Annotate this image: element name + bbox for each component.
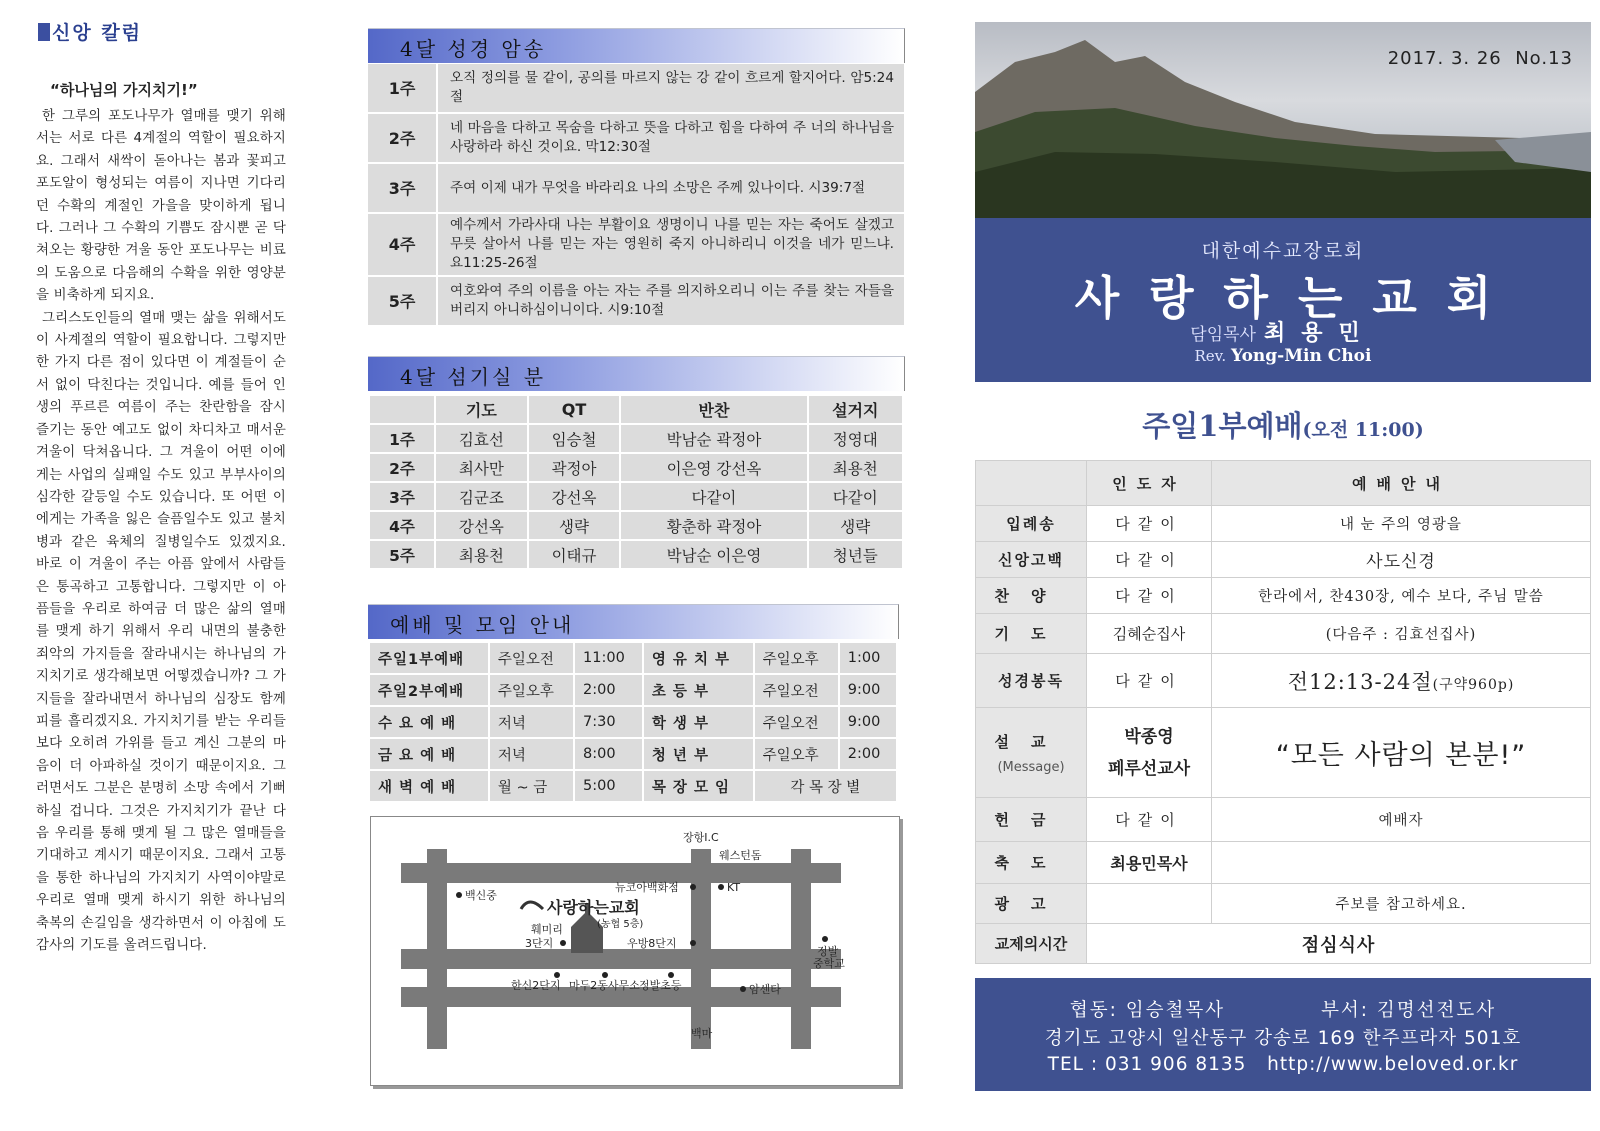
location-map: [370, 816, 900, 1086]
column-heading: 신앙 칼럼: [36, 18, 286, 45]
map-label: 한신2단지: [511, 979, 561, 992]
worship-order-table: [975, 460, 1591, 964]
table-row: 축도 최용민목사: [976, 842, 1591, 884]
column-paragraph: 그리스도인들의 열매 맺는 삶을 위해서도 이 사계절의 역할이 필요합니다. 그렇지만 한 가지 다른 점이 있다면 이 계절들이 순서 없이 닥친다는 것입니다. 예를 들어 인생의 푸르른 여름이 주는 찬란함을 잠시 즐기는 동안 예고도 없이 차디차고 매서운 겨울이 닥쳐옵니다. 그 겨울이 어떤 이에게는 사업의 실패일 수도 있고 부부사이의 심각한 갈등일 수도 있습니다. 또 어떤 이에게는 가족을 잃은 슬픔일수도 있고 불치병과 같은 육체의 질병일수도 있겠지요. 바로 이 겨울이 주는 아픔 앞에서 사람들은 통곡하고 고통합니다. 그렇지만 이 아픔들을 우리로 하여금 더 많은 삶의 열매를 맺게 하기 위해서 우리 내면의 불충한 죄악의 가지들을 잘라내시는 하나님의 가지치기로 생각해보면 어떻겠습니까? 그 가지들을 잘라내면서 하나님의 심장도 함께 피를 흘리겠지요. 가지치기를 받는 우리들 보다 오히려 가위를 들고 계신 그분의 마음이 더 아파하실 것이기 때문이지요. 그러면서도 그분은 분명히 소망 속에서 기뻐하실 겁니다. 그것은 가지치기가 끝난 다음 우리를 통해 맺게 될 그 많은 열매들을 기대하고 계시기 때문이지요. 그래서 고통을 통한 하나님의 가지치기 사역이야말로 우리로 열매 맺게 하시기 위한 하나님의 축복의 손길임을 생각하면서 이 아침에 도 감사의 기도를 올려드립니다.: [36, 310, 286, 954]
map-label: 백마: [691, 1027, 713, 1040]
table-row: 성경봉독 다같이 전12:13-24절(구약960p): [976, 654, 1591, 708]
table-header-row: 기도 QT 반찬 설거지: [369, 395, 903, 424]
service-table: [368, 394, 904, 570]
map-label: 중학교: [813, 957, 845, 970]
map-label: 정발: [817, 945, 839, 958]
map-label: KT: [727, 881, 741, 894]
map-drawing: [371, 817, 899, 1085]
table-header-row: 인도자 예배안내: [976, 461, 1591, 506]
table-row: 주일2부예배 주일오후 2:00 초 등 부 주일오전 9:00: [369, 674, 897, 706]
map-label: 웨스턴돔: [719, 849, 762, 862]
table-row: 금 요 예 배 저녁 8:00 청 년 부 주일오후 2:00: [369, 738, 897, 770]
scripture-page: (구약960p): [1432, 676, 1515, 693]
table-row: 새 벽 예 배 월 ~ 금 5:00 목 장 모 임 각 목 장 별: [369, 770, 897, 802]
table-row: 헌금 다같이 예배자: [976, 798, 1591, 842]
table-row: 기도 김혜순집사 (다음주 : 김효선집사): [976, 614, 1591, 654]
service-heading-band: [368, 356, 905, 391]
worship-title: 주일1부예배(오전 11:00): [1142, 409, 1424, 443]
table-row: 3주 주여 이제 내가 무엇을 바라리요 나의 소망은 주께 있나이다. 시39:7절: [368, 163, 904, 213]
church-phone: TEL : 031 906 8135: [1047, 1054, 1247, 1075]
map-label: 암센타: [749, 983, 781, 996]
column-body: [36, 106, 286, 957]
meetings-heading-band: [368, 604, 899, 639]
table-row: 3주 김군조 강선옥 다같이 다같이: [369, 482, 903, 511]
table-row: 교제의시간 점심식사: [976, 924, 1591, 964]
table-row: 주일1부예배 주일오전 11:00 영 유 치 부 주일오후 1:00: [369, 642, 897, 674]
church-header: [975, 218, 1591, 382]
issue-date: 2017. 3. 26 No.13: [1387, 48, 1573, 69]
memory-heading-band: [368, 28, 905, 63]
church-footer: [975, 978, 1591, 1091]
scripture-reference: 전12:13-24절: [1287, 669, 1433, 694]
table-row: 4주 강선옥 생략 황춘하 곽정아 생략: [369, 511, 903, 540]
table-row: 입례송 다같이 내 눈 주의 영광을: [976, 506, 1591, 542]
map-label: 백신중: [465, 889, 497, 902]
table-row: 신앙고백 다같이 사도신경: [976, 542, 1591, 578]
map-label: 정발초등: [639, 979, 682, 992]
meetings-heading: 예배 및 모임 안내: [390, 613, 575, 637]
table-row: 5주 최용천 이태규 박남순 이은영 청년들: [369, 540, 903, 569]
church-website-link[interactable]: http://www.beloved.or.kr: [1267, 1054, 1519, 1075]
mountain-photo: [975, 22, 1591, 218]
column-paragraph: 한 그루의 포도나무가 열매를 맺기 위해서는 서로 다른 4계절의 역할이 필요하지요. 그래서 새싹이 돋아나는 봄과 꽃피고 포도알이 형성되는 여름이 지나면 기다리던 수확의 계절인 가을을 맞이하게 됩니다. 그러나 그 수확의 기쁨도 잠시뿐 곧 닥쳐오는 황량한 겨울 동안 포도나무는 비료의 도움으로 다음해의 수확을 위한 영양분을 비축하게 되지요.: [36, 109, 286, 304]
map-church-floor: (농협 5층): [597, 919, 644, 930]
map-label: 훼미리: [531, 923, 563, 936]
assistant-pastor: 협동: 임승철목사: [1069, 1000, 1226, 1021]
map-church-name: 사랑하는교회: [547, 898, 640, 917]
table-row: 4주 예수께서 가라사대 나는 부활이요 생명이니 나를 믿는 자는 죽어도 살겠고 무릇 살아서 나를 믿는 자는 영원히 죽지 아니하리니 이것을 네가 믿느냐. 요11:25-26절: [368, 213, 904, 276]
table-row: 5주 여호와여 주의 이름을 아는 자는 주를 의지하오리니 이는 주를 찾는 자들을 버리지 아니하심이니이다. 시9:10절: [368, 276, 904, 326]
map-label: 3단지: [525, 937, 554, 950]
service-heading: 4달 섬기실 분: [400, 365, 547, 389]
table-row: 1주 김효선 임승철 박남순 곽정아 정영대: [369, 424, 903, 453]
senior-pastor: 담임목사 최용민: [1190, 321, 1376, 346]
table-row: 광고 주보를 참고하세요.: [976, 884, 1591, 924]
table-row: 설교 (Message) 박종영 페루선교사 “모든 사람의 본분!”: [976, 708, 1591, 798]
column-title: “하나님의 가지치기!”: [50, 81, 198, 99]
table-row: 2주 최사만 곽정아 이은영 강선옥 최용천: [369, 453, 903, 482]
table-row: 1주 오직 정의를 물 같이, 공의를 마르지 않는 강 같이 흐르게 할지어다. 암5:24절: [368, 64, 904, 113]
memory-verse-table: [368, 64, 904, 327]
worship-time: (오전 11:00): [1302, 419, 1424, 441]
church-name: 사랑하는교회: [1074, 271, 1522, 325]
table-row: 2주 네 마음을 다하고 목숨을 다하고 뜻을 다하고 힘을 다하여 주 너의 하나님을 사랑하라 하신 것이요. 막12:30절: [368, 113, 904, 163]
associate-minister: 부서: 김명선전도사: [1321, 1000, 1497, 1021]
faith-column: [36, 18, 286, 957]
table-row: 수 요 예 배 저녁 7:30 학 생 부 주일오전 9:00: [369, 706, 897, 738]
table-row: 찬양 다같이 한라에서, 찬430장, 예수 보다, 주님 말씀: [976, 578, 1591, 614]
pastor-english: Rev. Yong-Min Choi: [1194, 346, 1372, 366]
issue-number: No.13: [1515, 48, 1573, 69]
church-address: 경기도 고양시 일산동구 강송로 169 한주프라자 501호: [1044, 1028, 1522, 1049]
map-label: 뉴코아백화점: [615, 881, 679, 894]
sermon-title: “모든 사람의 본분!”: [1212, 708, 1591, 798]
map-label: 마두2동사무소: [569, 979, 640, 992]
denomination: 대한예수교장로회: [1201, 240, 1365, 262]
map-label: 우방8단지: [627, 937, 677, 950]
map-label: 장항I.C: [683, 831, 719, 844]
heading-marker-icon: [38, 23, 50, 41]
meetings-table: [368, 641, 898, 803]
memory-heading: 4달 성경 암송: [400, 37, 547, 61]
